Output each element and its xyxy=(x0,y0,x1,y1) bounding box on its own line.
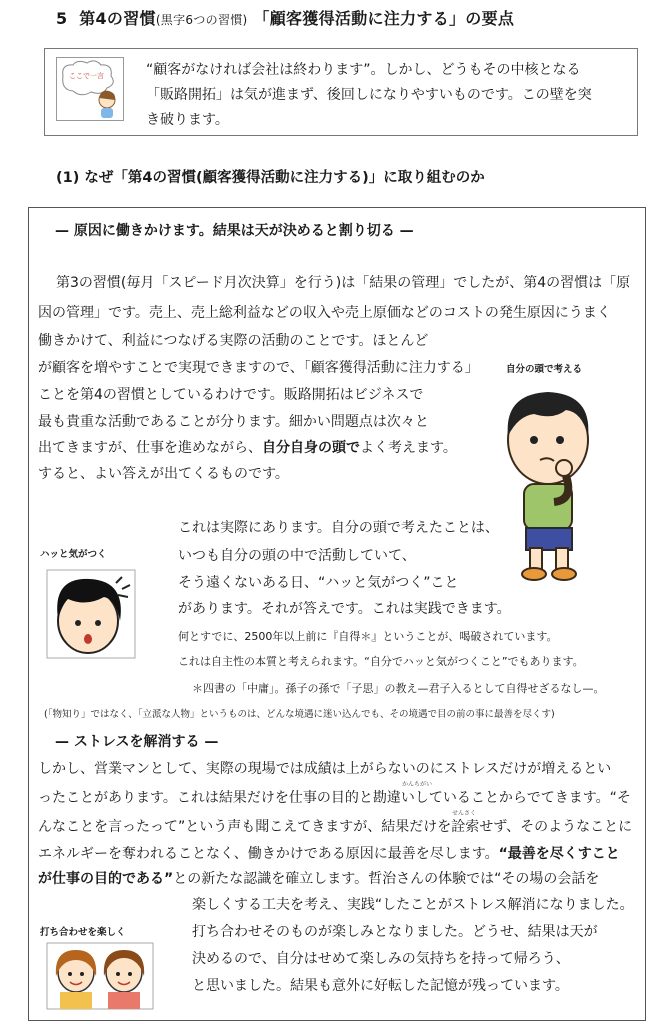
subheading-cause: — 原因に働きかけます。結果は天が決めると割り切る — xyxy=(55,223,414,239)
bubble-text: ここで一言 xyxy=(69,72,104,80)
caption-realize: ハッと気がつく xyxy=(40,549,107,560)
body-line: エネルギーを奪われることなく、働きかけである原因に最善を尽します。“最善を尽くすこと xyxy=(38,846,620,862)
speech-bubble-illustration xyxy=(57,58,123,120)
furigana: せんさく xyxy=(452,810,477,817)
body-line: これは実際にあります。自分の頭で考えたことは、 xyxy=(178,520,499,536)
body-line: 因の管理」です。売上、売上総利益などの収入や売上原価などのコストの発生原因にうまく xyxy=(38,305,611,321)
note-line: これは自主性の本質と考えられます。“自分でハッと気がつくこと”でもあります。 xyxy=(178,655,584,668)
emphasis-own-head: 自分自身の頭で xyxy=(262,440,360,456)
body-line: があります。それが答えです。これは実践できます。 xyxy=(178,601,511,617)
body-line: 働きかけて、利益につなげる実際の活動のことです。ほとんど xyxy=(38,333,429,349)
body-line: すると、よい答えが出てくるものです。 xyxy=(38,466,289,482)
title-paren: (黒字6つの習慣) xyxy=(155,13,248,27)
body-line: 決めるので、自分はせめて楽しみの気持ちを持って帰ろう、 xyxy=(192,951,570,967)
body-line: 最も貴重な活動であることが分ります。細かい問題点は次々と xyxy=(38,414,429,430)
footnote-line: ＊四書の「中庸」。孫子の孫で「子思」の教え—君子入るとして自得せざるなし—。 xyxy=(192,682,605,695)
title-number: 5 xyxy=(56,9,68,28)
thinking-boy-illustration xyxy=(494,384,604,584)
intro-line: “顧客がなければ会社は終わります”。しかし、どうもその中核となる xyxy=(146,62,581,78)
body-line: ことを第4の習慣としているわけです。販路開拓はビジネスで xyxy=(38,387,424,403)
section-heading: (1) なぜ「第4の習慣(顧客獲得活動に注力する)」に取り組むのか xyxy=(56,170,485,186)
body-line: いつも自分の頭の中で活動していて、 xyxy=(178,548,416,564)
footnote-line: (「物知り」ではなく、「立派な人物」というものは、どんな境遇に迷い込んでも、その境遇で目の前の事に最善を尽くす) xyxy=(44,709,555,720)
emphasis-purpose: が仕事の目的である” xyxy=(38,871,174,887)
body-line: しかし、営業マンとして、実際の現場では成績は上がらないのにストレスだけが増えるとい xyxy=(38,761,612,777)
body-line: 第3の習慣(毎月「スピード月次決算」を行う)は「結果の管理」でしたが、第4の習慣は「原 xyxy=(56,275,631,291)
subheading-stress: — ストレスを解消する — xyxy=(55,734,219,750)
body-line: そう遠くないある日、“ハッと気がつく”こと xyxy=(178,575,459,591)
intro-line: 「販路開拓」は気が進まず、後回しになりやすいものです。この壁を突 xyxy=(146,87,592,103)
title-main: 「顧客獲得活動に注力する」の要点 xyxy=(253,9,515,28)
emphasis-best-effort: “最善を尽くすこと xyxy=(498,846,620,862)
body-line: と思いました。結果も意外に好転した記憶が残っています。 xyxy=(192,978,569,994)
body-line: が仕事の目的である”との新たな認識を確立します。哲治さんの体験では“その場の会話を xyxy=(38,871,600,887)
body-line: ったことがあります。これは結果だけを仕事の目的と勘違いしていることからでてきます。“そ xyxy=(38,790,631,806)
caption-think: 自分の頭で考える xyxy=(506,364,583,375)
body-line: 楽しくする工夫を考え、実践“したことがストレス解消になりました。 xyxy=(192,897,634,913)
comment-illustration-frame xyxy=(56,57,124,121)
title-habit: 第4の習慣 xyxy=(79,9,156,28)
body-line: んなことを言ったって”という声も聞こえてきますが、結果だけを詮索せず、そのようなことに xyxy=(38,819,633,835)
meeting-women-illustration xyxy=(46,942,154,1010)
caption-meeting: 打ち合わせを楽しく xyxy=(40,927,126,938)
body-line: 打ち合わせそのものが楽しみとなりました。どうせ、結果は天が xyxy=(192,924,598,940)
intro-line: き破ります。 xyxy=(146,112,229,128)
note-line: 何とすでに、2500年以上前に『自得＊』ということが、喝破されています。 xyxy=(178,630,558,643)
page-title xyxy=(56,6,514,29)
furigana: かんちがい xyxy=(402,781,433,788)
body-line: が顧客を増やすことで実現できますので、「顧客獲得活動に注力する」 xyxy=(38,360,479,376)
surprised-face-illustration xyxy=(46,569,136,659)
body-line: 出てきますが、仕事を進めながら、自分自身の頭でよく考えます。 xyxy=(38,440,457,456)
